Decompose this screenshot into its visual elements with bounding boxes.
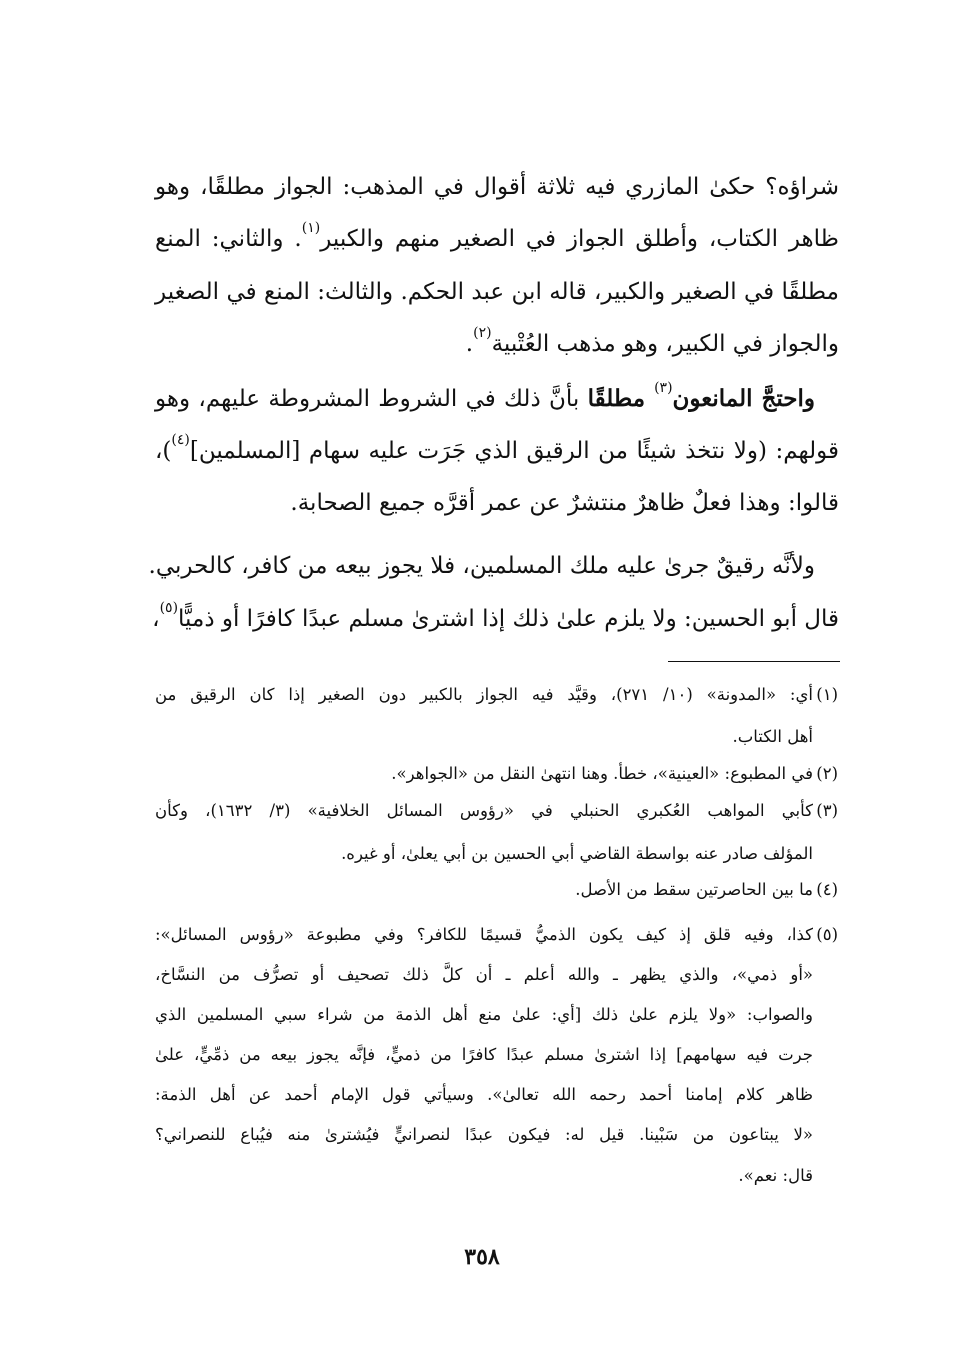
footnote-line: أهل الكتاب. — [732, 727, 813, 746]
line-text: شراؤه؟ حكىٰ المازري فيه ثلاثة أقوال في المذهب: الجواز مطلقًا، وهو — [155, 174, 839, 200]
footnote-ref[interactable]: (٢) — [473, 325, 492, 341]
page-number: ٣٥٨ — [464, 1244, 500, 1270]
line-text: ولأنَّه رقيقٌ جرىٰ عليه ملك المسلمين، فلا يجوز بيعه من كافر، كالحربي. — [148, 553, 815, 579]
line-text: بأنَّ ذلك في الشروط المشروطة عليهم، وهو — [155, 386, 588, 412]
body-line — [148, 546, 815, 586]
footnote-number: (٢) — [816, 764, 838, 783]
footnote-separator — [668, 661, 840, 662]
line-text: )، — [155, 438, 172, 464]
line-text: ، — [152, 606, 160, 632]
footnote-number: (٥) — [816, 925, 838, 944]
body-line — [155, 431, 839, 471]
body-line — [155, 272, 839, 312]
body-line — [155, 167, 839, 207]
body-line — [155, 219, 839, 259]
footnote-ref[interactable]: (٤) — [171, 432, 190, 448]
footnote-number: (١) — [816, 685, 838, 704]
line-text: والجواز في الكبير، وهو مذهب العُتْبية — [491, 331, 839, 357]
footnote-ref[interactable]: (٣) — [654, 380, 673, 396]
line-text: . — [465, 331, 474, 357]
line-text: قال أبو الحسين: ولا يلزم علىٰ ذلك إذا اشترىٰ مسلم عبدًا كافرًا أو ذميًّا — [178, 606, 839, 632]
body-line — [152, 599, 839, 639]
footnote-line: ما بين الحاصرتين سقط من الأصل. — [575, 880, 813, 899]
footnote-line: المؤلف صادر عنه بواسطة القاضي أبي الحسين بن أبي يعلىٰ، أو غيره. — [341, 844, 813, 863]
footnote-line: كأبي المواهب العُكبري الحنبلي في «رؤوس المسائل الخلافية» (٣/ ١٦٣٢)، وكأن — [155, 801, 813, 820]
bold-text: مطلقًا — [587, 385, 655, 412]
body-line — [155, 379, 815, 419]
line-text: . والثاني: المنع — [155, 226, 302, 252]
bold-text: واحتجَّ المانعون — [672, 385, 816, 412]
footnote-number: (٣) — [816, 801, 838, 820]
line-text: ظاهر الكتاب، وأطلق الجواز في الصغير منهم والكبير — [320, 226, 839, 252]
footnote-line: قال: نعم». — [738, 1166, 813, 1185]
body-line — [155, 483, 839, 523]
footnote-number: (٤) — [816, 880, 838, 899]
footnote-line: «لا يبتاعون من سَبْينا. قيل له: فيكون عبدًا لنصرانيٍّ فيُشترىٰ منه فيُباع للنصراني؟ — [155, 1125, 813, 1144]
footnote-line: أي: «المدونة» (١٠/ ٢٧١)، وقيَّد فيه الجواز بالكبير دون الصغير إذا كان الرقيق من — [155, 685, 813, 704]
footnote-line: كذا، وفيه قلق إذ كيف يكون الذميُّ قسيمًا للكافر؟ وفي مطبوعة «رؤوس المسائل»: — [155, 925, 813, 944]
line-text: قولهم: (ولا نتخذ شيئًا من الرقيق الذي جَرَت عليه سهام [المسلمين] — [189, 438, 839, 464]
footnote-line: في المطبوع: «العينية»، خطأ. وهنا انتهىٰ النقل من «الجواهر». — [391, 764, 813, 783]
line-text: مطلقًا في الصغير والكبير، قاله ابن عبد الحكم. والثالث: المنع في الصغير — [155, 279, 839, 305]
line-text: قالوا: وهذا فعلٌ ظاهرٌ منتشرٌ عن عمر أقرَّه جميع الصحابة. — [290, 490, 839, 516]
body-line — [155, 324, 839, 364]
footnote-line: ظاهر كلام إمامنا أحمد رحمه الله تعالىٰ». وسيأتي قول الإمام أحمد عن أهل الذمة: — [155, 1085, 813, 1104]
footnote-ref[interactable]: (١) — [301, 220, 321, 236]
footnote-ref[interactable]: (٥) — [159, 600, 179, 616]
footnote-line: جرت فيه سهامهم] إذا اشترىٰ مسلم عبدًا كافرًا من ذميٍّ، فإنَّه يجوز بيعه من ذمِّيٍّ، علىٰ — [155, 1045, 813, 1064]
footnote-line: والصواب: «ولا يلزم علىٰ ذلك [أي: علىٰ منع أهل الذمة من شراء سبي المسلمين الذي — [155, 1005, 813, 1024]
footnote-line: «أو ذمي»، والذي يظهر ـ والله أعلم ـ أن كلَّ ذلك تصحيف أو تصرُّف من النسَّاخ، — [155, 965, 813, 984]
